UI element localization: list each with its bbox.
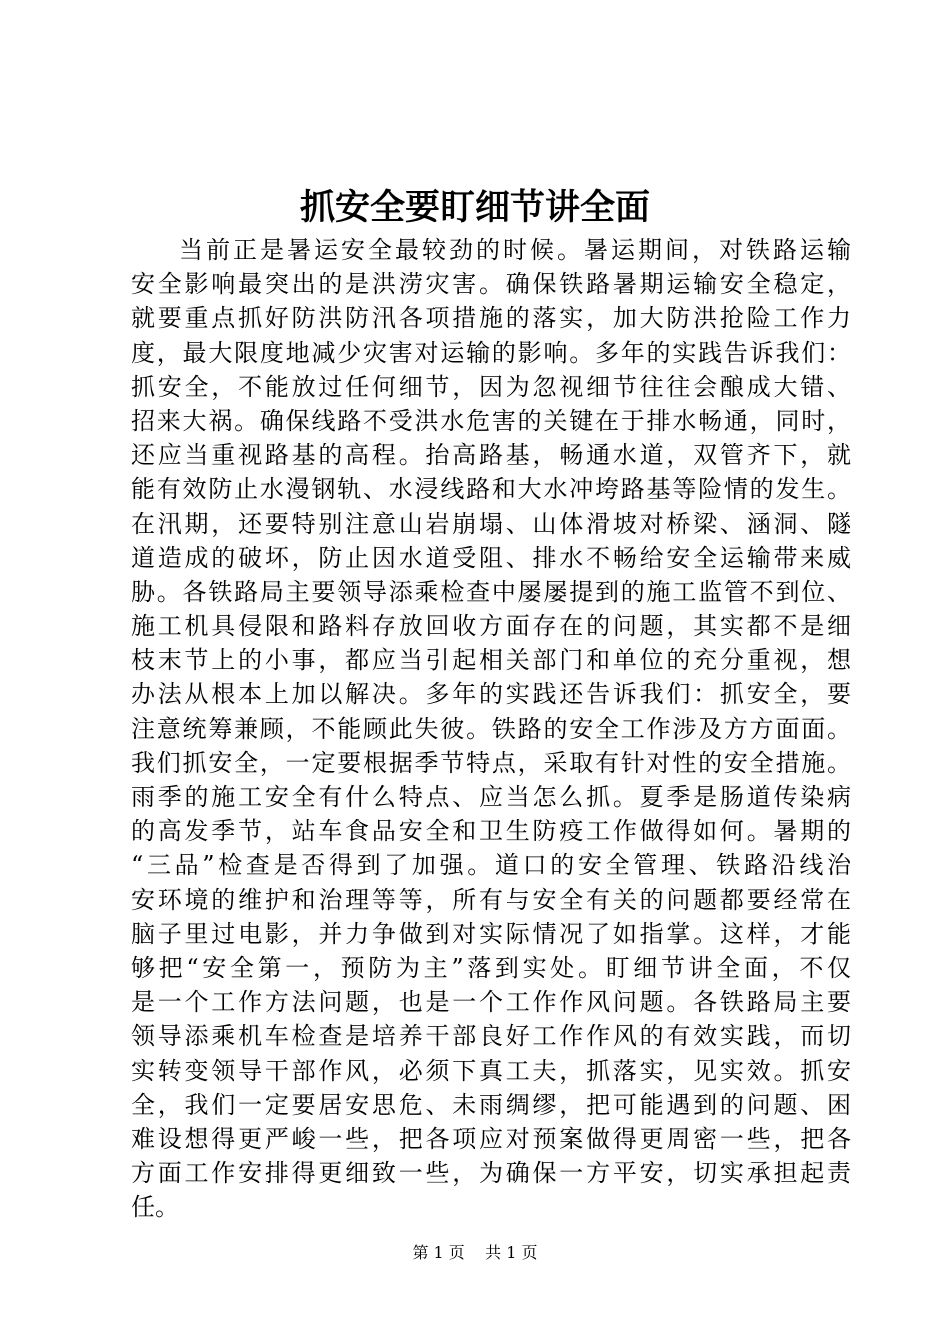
body-line-last: 任。 [131, 1193, 179, 1222]
body-line: 能有效防止水漫钢轨、水浸线路和大水冲垮路基等险情的发生。 [131, 475, 851, 504]
page-footer [0, 1242, 950, 1264]
body-line: 办法从根本上加以解决。多年的实践还告诉我们：抓安全，要 [131, 680, 851, 709]
body-line: 是一个工作方法问题，也是一个工作作风问题。各铁路局主要 [131, 988, 851, 1017]
body-line: 领导添乘机车检查是培养干部良好工作作风的有效实践，而切 [131, 1022, 851, 1051]
body-line: 还应当重视路基的高程。抬高路基，畅通水道，双管齐下，就 [131, 441, 851, 470]
body-line: 够把“安全第一，预防为主”落到实处。盯细节讲全面，不仅 [131, 953, 851, 982]
body-line: 胁。各铁路局主要领导添乘检查中屡屡提到的施工监管不到位、 [131, 577, 851, 606]
body-line: 枝末节上的小事，都应当引起相关部门和单位的充分重视，想 [131, 646, 851, 675]
body-line: 安全影响最突出的是洪涝灾害。确保铁路暑期运输安全稳定， [131, 270, 851, 299]
body-line: 实转变领导干部作风，必须下真工夫，抓落实，见实效。抓安 [131, 1056, 851, 1085]
page-number: 第 1 页 [412, 1243, 465, 1262]
body-line: 脑子里过电影，并力争做到对实际情况了如指掌。这样，才能 [131, 919, 851, 948]
document-body [131, 233, 851, 1224]
body-line: 度，最大限度地减少灾害对运输的影响。多年的实践告诉我们： [131, 338, 851, 367]
body-line: 注意统筹兼顾，不能顾此失彼。铁路的安全工作涉及方方面面。 [131, 714, 851, 743]
body-line: 抓安全，不能放过任何细节，因为忽视细节往往会酿成大错、 [131, 372, 851, 401]
document-title: 抓安全要盯细节讲全面 [299, 187, 650, 228]
body-line: 在汛期，还要特别注意山岩崩塌、山体滑坡对桥梁、涵洞、隧 [131, 509, 851, 538]
page-total: 共 1 页 [485, 1243, 538, 1262]
body-line: 安环境的维护和治理等等，所有与安全有关的问题都要经常在 [131, 885, 851, 914]
body-line: 当前正是暑运安全最较劲的时候。暑运期间，对铁路运输 [179, 236, 851, 264]
body-line: 招来大祸。确保线路不受洪水危害的关键在于排水畅通，同时， [131, 406, 851, 435]
body-line: 难设想得更严峻一些，把各项应对预案做得更周密一些，把各 [131, 1124, 851, 1153]
body-line: 我们抓安全，一定要根据季节特点，采取有针对性的安全措施。 [131, 748, 851, 777]
page-separator [470, 1243, 480, 1262]
body-line: 道造成的破坏，防止因水道受阻、排水不畅给安全运输带来威 [131, 543, 851, 572]
body-line: 的高发季节，站车食品安全和卫生防疫工作做得如何。暑期的 [131, 817, 851, 846]
body-line: 方面工作安排得更细致一些，为确保一方平安，切实承担起责 [131, 1159, 851, 1188]
body-line: 雨季的施工安全有什么特点、应当怎么抓。夏季是肠道传染病 [131, 783, 851, 811]
body-line: 就要重点抓好防洪防汛各项措施的落实，加大防洪抢险工作力 [131, 304, 851, 333]
body-line: 全，我们一定要居安思危、未雨绸缪，把可能遇到的问题、困 [131, 1090, 851, 1119]
body-line: 施工机具侵限和路料存放回收方面存在的问题，其实都不是细 [131, 612, 851, 641]
body-line: “三品”检查是否得到了加强。道口的安全管理、铁路沿线治 [131, 851, 851, 880]
